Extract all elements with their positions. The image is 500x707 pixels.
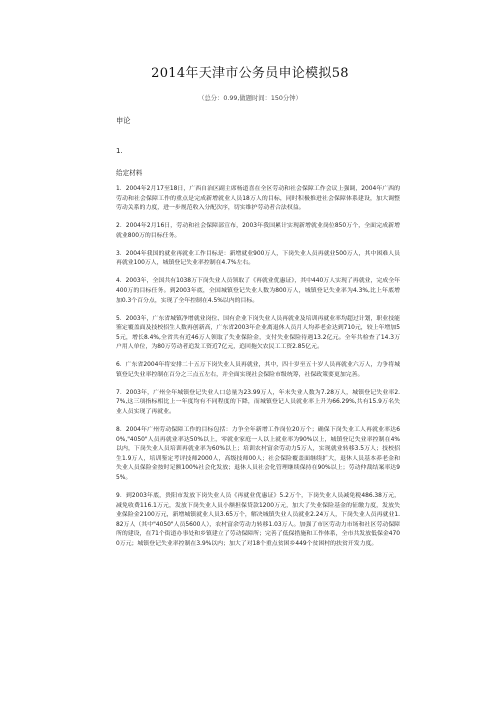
- paragraph-1: 1．2004年2月17至18日，广西自治区副主席杨道喜在全区劳动和社会保障工作会议上强调，2004年广西的劳动和社会保障工作的重点是完成新增就业人员18万人的目标，同时积极推进社会保障体系建设，加大调整劳动关系的力度，进一步规范收入分配次序，切实维护劳动者合法权益。: [116, 186, 400, 212]
- paragraph-8: 8．2004年广州劳动保障工作的目标包括：力争全年新增工作岗位20万个；确保下岗失业工人再就业率达60%,"4050"人员再就业率达50%以上，零就业家庭一人以上就业率为90%以上，城镇登记失业率控制在4%以内，下岗失业人员培训再就业率为60%以上；培训农村富余劳动力5万人，实现就业转移3.5万人；技校招生1.9万人，培训鉴定考评技师2000人，高级技师00人；社会保险覆盖面继续扩大，退休人员基本养老金和失业人员保险金按时足额100%社会化发放；退休人员社会化管理继续保持在90%以上；劳动仲裁结案率达95%。: [116, 427, 400, 481]
- paragraph-4: 4．2003年，全国共有1038万下岗失业人员领取了《再就业优惠证》，其中440万人实现了再就业，完成全年400万的目标任务。到2003年底，全国城镇登记失业人数为800万人，城镇登记失业率为4.3%,比上年底增加0.3个百分点，实现了全年控制在4.5%以内的目标。: [116, 278, 400, 304]
- paragraph-7: 7．2003年，广州全年城镇登记失业人口总量为23.99万人，年末失业人数为7.28万人，城镇登记失业率2.7%,这三项指标相比上一年度均有不同程度的下降，而城镇登记人员就业率上升为66.29%,共有15.9万名失业人员实现了再就业。: [116, 389, 400, 416]
- paragraph-2: 2．2004年2月16日，劳动和社会保障部宣布，2003年我国累计实现新增就业岗位850万个，全面完成新增就业800万的目标任务。: [116, 223, 400, 239]
- paragraph-3: 3．2004年我国的就业再就业工作目标是：新增就业900万人，下岗失业人员再就业500万人，其中困难人员再就业100万人，城镇登记失业率控制在4.7%左右。: [116, 250, 400, 267]
- paragraph-9: 9．到2003年底，贵阳市发放下岗失业人员《再就业优惠证》5.2万个，下岗失业人员减免税486.38万元，减免收费116.1万元，发放下岗失业人员小额担保贷款1200万元，加大了失业保险基金的征缴力度，发放失业保险金2100万元，新增城镇就业人员3.65万个，解决城镇失业人员就业2.24万人，下岗失业人员再就业1.82万人（其中"4050"人员5600人），农村富余劳动力转移1.03万人。加强了市区劳动力市场和社区劳动保障所的建设，在71个街道办事处和乡镇建立了劳动保障所；完善了低保措施和工作体系，全市共发放低保金4700万元；城镇登记失业率控制在3.9%以内；加大了对18个重点贫困乡449个贫困村的扶贫开发力度。: [116, 492, 400, 547]
- material-label: 给定材料: [116, 169, 143, 177]
- paragraph-6: 6．广东省2004年将安排二十五万下岗失业人员再就业，其中，四十岁至五十岁人员再就业六万人，力争将城镇登记失业率控制在百分之三点五左右，并全面实现社会保险市级统筹，社保政策要更加完善。: [116, 362, 400, 378]
- section-heading: 申论: [116, 116, 131, 125]
- exam-info: （总分：0.99,做题时间：150分钟）: [198, 95, 302, 102]
- paragraph-5: 5．2003年，广东省城镇净增就业岗位、国有企业下岗失业人员再就业及培训再就业率均超过计划，职业技能鉴定覆盖面及技校招生人数再创新高，广东省2003年企业离退休人员月人均养老金达到710元，较上年增加55元，增长8.4%,全省共有近46万人领取了失业保险金，支付失业保险待遇13.2亿元。全年共检查了14.3万户用人单位，为80万劳动者追发工资近7亿元，追回拖欠农民工工资2.85亿元。: [116, 315, 400, 351]
- question-number: 1.: [116, 147, 123, 155]
- page-title: 2014年天津市公务员申论模拟58: [151, 66, 349, 81]
- material-paragraphs: [116, 185, 400, 558]
